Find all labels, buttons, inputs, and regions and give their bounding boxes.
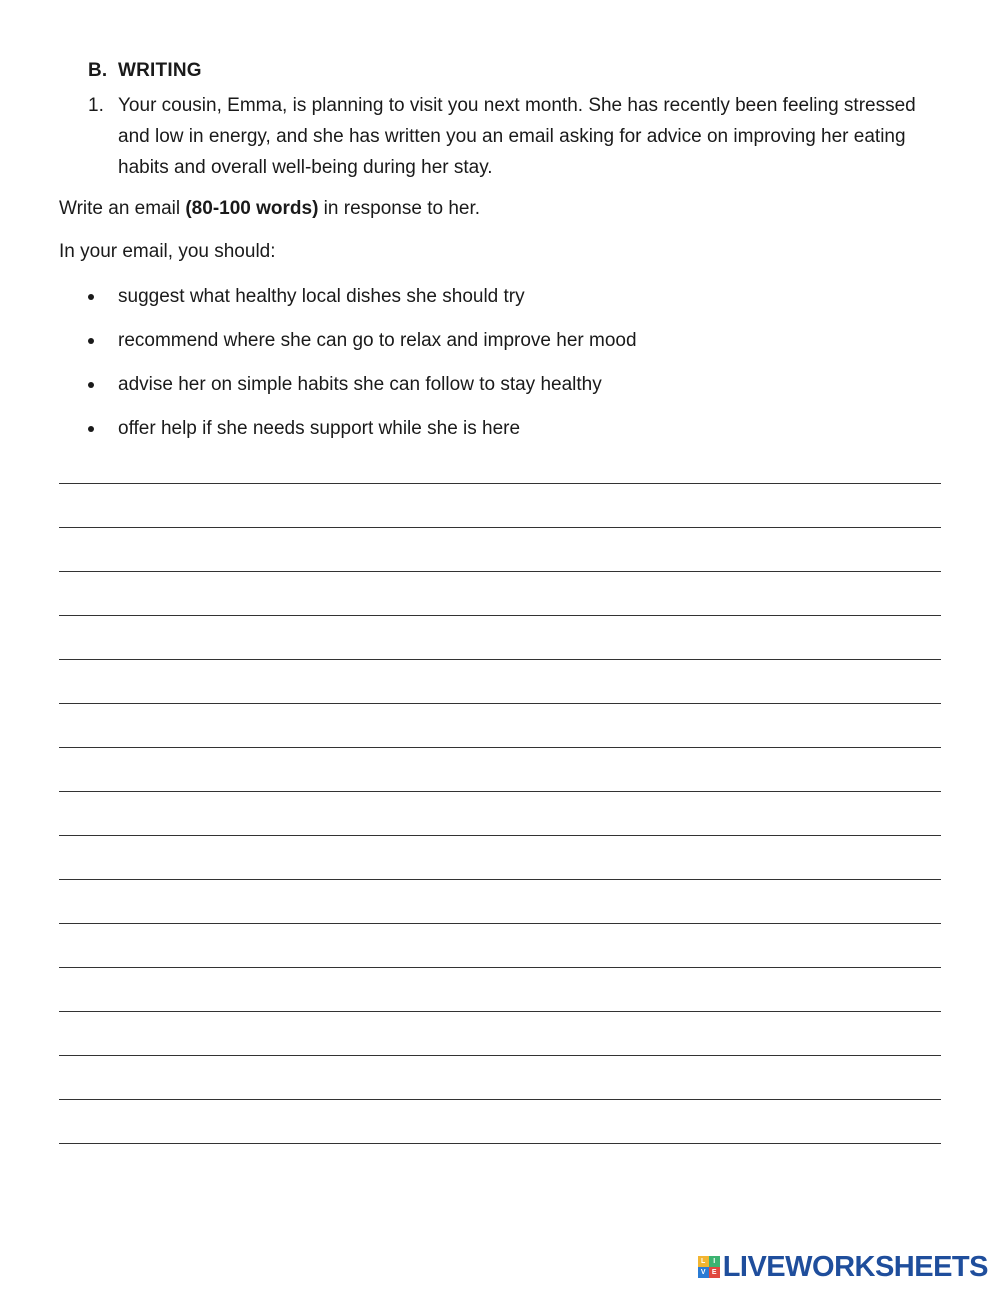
section-letter: B. <box>88 60 108 81</box>
bullet-text: offer help if she needs support while she is here <box>118 418 521 439</box>
answer-line[interactable] <box>59 1100 941 1144</box>
instruction-suffix: in response to her. <box>318 198 481 219</box>
list-item <box>59 328 939 372</box>
answer-line[interactable] <box>59 880 941 924</box>
bullet-list <box>59 284 939 460</box>
section-heading <box>88 60 202 82</box>
answer-line[interactable] <box>59 484 941 528</box>
answer-line[interactable] <box>59 924 941 968</box>
answer-line[interactable] <box>59 704 941 748</box>
instruction <box>59 198 480 220</box>
list-item <box>59 284 939 328</box>
answer-line[interactable] <box>59 572 941 616</box>
list-item <box>59 416 939 460</box>
logo-mark-icon <box>698 1256 720 1278</box>
bullet-text: recommend where she can go to relax and improve her mood <box>118 330 637 351</box>
logo-mark-cell: V <box>698 1267 709 1278</box>
answer-line[interactable] <box>59 748 941 792</box>
word-count: (80-100 words) <box>185 198 319 219</box>
logo-mark-cell: I <box>709 1256 720 1267</box>
answer-area[interactable] <box>59 482 941 1144</box>
bullet-text: advise her on simple habits she can follow to stay healthy <box>118 374 602 395</box>
task-number: 1. <box>88 95 104 116</box>
answer-line[interactable] <box>59 968 941 1012</box>
bullet-text: suggest what healthy local dishes she should try <box>118 286 525 307</box>
answer-line[interactable] <box>59 528 941 572</box>
section-title: WRITING <box>118 60 202 81</box>
task-text: Your cousin, Emma, is planning to visit you next month. She has recently been feeling stressed and low in energy, and she has written you an email asking for advice on improving her eating habits and overall well-being during her stay. <box>118 95 916 178</box>
answer-line[interactable] <box>59 1056 941 1100</box>
bullet-dot <box>88 382 94 388</box>
instruction-prefix: Write an email <box>59 198 186 219</box>
logo-text: LIVEWORKSHEETS <box>722 1250 988 1283</box>
bullet-dot <box>88 426 94 432</box>
bullet-dot <box>88 294 94 300</box>
liveworksheets-logo <box>698 1252 988 1282</box>
bullet-dot <box>88 338 94 344</box>
answer-line[interactable] <box>59 660 941 704</box>
list-item <box>59 372 939 416</box>
lead-in: In your email, you should: <box>59 241 276 262</box>
logo-mark-cell: E <box>709 1267 720 1278</box>
task-prompt <box>88 90 938 183</box>
logo-mark-cell: L <box>698 1256 709 1267</box>
answer-line[interactable] <box>59 1012 941 1056</box>
answer-line[interactable] <box>59 836 941 880</box>
answer-line[interactable] <box>59 792 941 836</box>
answer-line[interactable] <box>59 616 941 660</box>
